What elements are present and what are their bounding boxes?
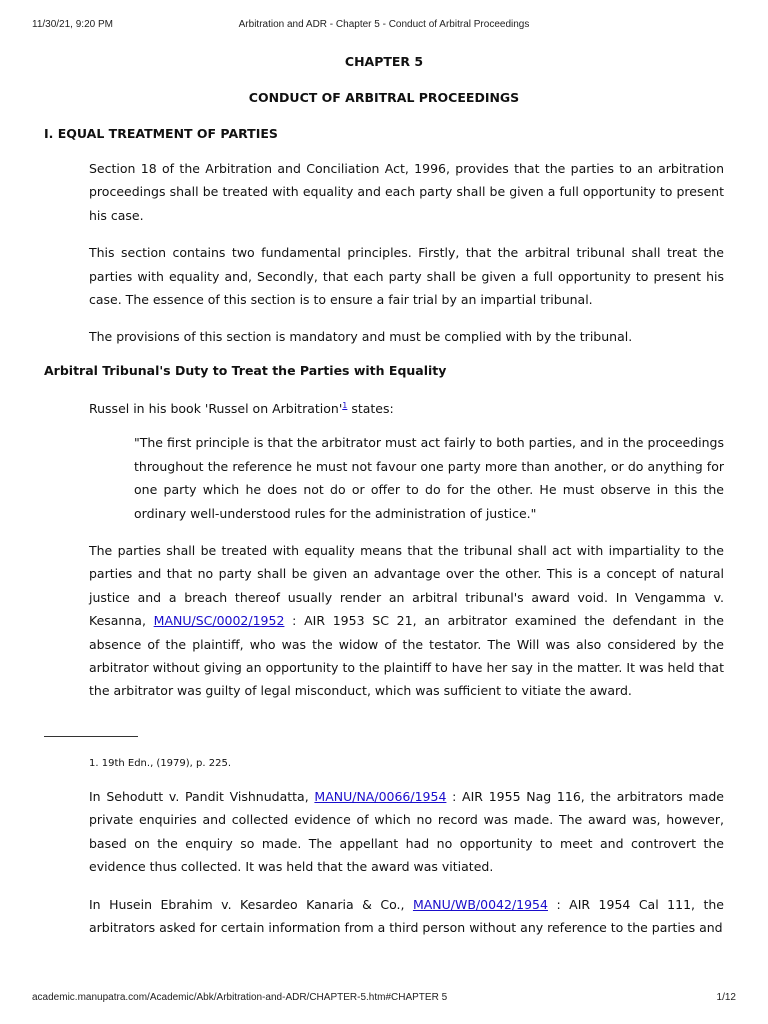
section-heading: I. EQUAL TREATMENT OF PARTIES bbox=[44, 126, 278, 141]
footnote-ref-link[interactable]: 1 bbox=[342, 400, 348, 410]
husein-text-after: : AIR 1954 Cal 111, the arbitrators asked for certain information from a third person without any reference to the parties and bbox=[89, 896, 724, 935]
paragraph-sehodutt bbox=[89, 785, 724, 879]
footnote-divider bbox=[44, 736, 138, 737]
print-page-title: Arbitration and ADR - Chapter 5 - Conduct of Arbitral Proceedings bbox=[238, 19, 530, 30]
citation-link-husein[interactable]: MANU/WB/0042/1954 bbox=[412, 896, 548, 912]
print-url: academic.manupatra.com/Academic/Abk/Arbitration-and-ADR/CHAPTER-5.htm#CHAPTER 5 bbox=[32, 992, 448, 1003]
paragraph-husein bbox=[89, 893, 724, 940]
block-quote: "The first principle is that the arbitrator must act fairly to both parties, and in the proceedings throughout the reference he must not favour one party more than another, or do anything for one party which he does not do or offer to do for the other. He must observe in this the ordinary well-understood rules for the administration of justice." bbox=[134, 435, 724, 521]
husein-text: In Husein Ebrahim v. Kesardeo Kanaria & Co., bbox=[89, 896, 413, 912]
russel-text-after: states: bbox=[347, 401, 394, 416]
footnote-1: 1. 19th Edn., (1979), p. 225. bbox=[89, 757, 232, 769]
vengamma-text-after: : AIR 1953 SC 21, an arbitrator examined the defendant in the absence of the plaintiff, who was the widow of the testator. The Will was also considered by the arbitrator without giving an opportunity to the plaintiff to have her say in the matter. It was held that the arbitrator was guilty of legal misconduct, which was sufficient to vitiate the award. bbox=[89, 613, 725, 699]
paragraph-russel bbox=[89, 394, 724, 421]
chapter-title: CONDUCT OF ARBITRAL PROCEEDINGS bbox=[248, 90, 520, 105]
citation-link-sehodutt[interactable]: MANU/NA/0066/1954 bbox=[314, 788, 447, 804]
paragraph-two-principles: This section contains two fundamental principles. Firstly, that the arbitral tribunal shall treat the parties with equality and, Secondly, that each party shall be given a full opportunity to present his case. The essence of this section is to ensure a fair trial by an impartial tribunal. bbox=[89, 245, 724, 308]
paragraph-mandatory: The provisions of this section is mandatory and must be complied with by the tribunal. bbox=[89, 329, 633, 345]
sehodutt-text-after: : AIR 1955 Nag 116, the arbitrators made private enquiries and collected evidence of which no record was made. The award was, however, based on the enquiry so made. The appellant had no opportunity to meet and controvert the evidence thus collected. It was held that the award was vitiated. bbox=[89, 788, 724, 875]
sehodutt-text: In Sehodutt v. Pandit Vishnudatta, bbox=[89, 788, 315, 804]
subheading-duty-equality: Arbitral Tribunal's Duty to Treat the Parties with Equality bbox=[44, 362, 447, 378]
citation-link-vengamma[interactable]: MANU/SC/0002/1952 bbox=[153, 613, 285, 629]
paragraph-vengamma bbox=[89, 539, 724, 703]
print-page-number: 1/12 bbox=[716, 992, 736, 1003]
print-datetime: 11/30/21, 9:20 PM bbox=[32, 19, 113, 30]
chapter-label: CHAPTER 5 bbox=[344, 54, 424, 69]
russel-text: Russel in his book 'Russel on Arbitration' bbox=[89, 401, 343, 416]
print-footer bbox=[0, 992, 768, 1006]
paragraph-section-18: Section 18 of the Arbitration and Conciliation Act, 1996, provides that the parties to an arbitration proceedings shall be treated with equality and each party shall be given a full opportunity to present his case. bbox=[89, 161, 724, 223]
vengamma-text: The parties shall be treated with equality means that the tribunal shall act with impartiality to the parties and that no party shall be given an advantage over the other. This is a concept of natural justice and a breach thereof usually render an arbitral tribunal's award void. In Vengamma v. Kesanna, bbox=[89, 543, 724, 629]
document-body bbox=[0, 52, 768, 939]
print-header bbox=[0, 19, 768, 33]
